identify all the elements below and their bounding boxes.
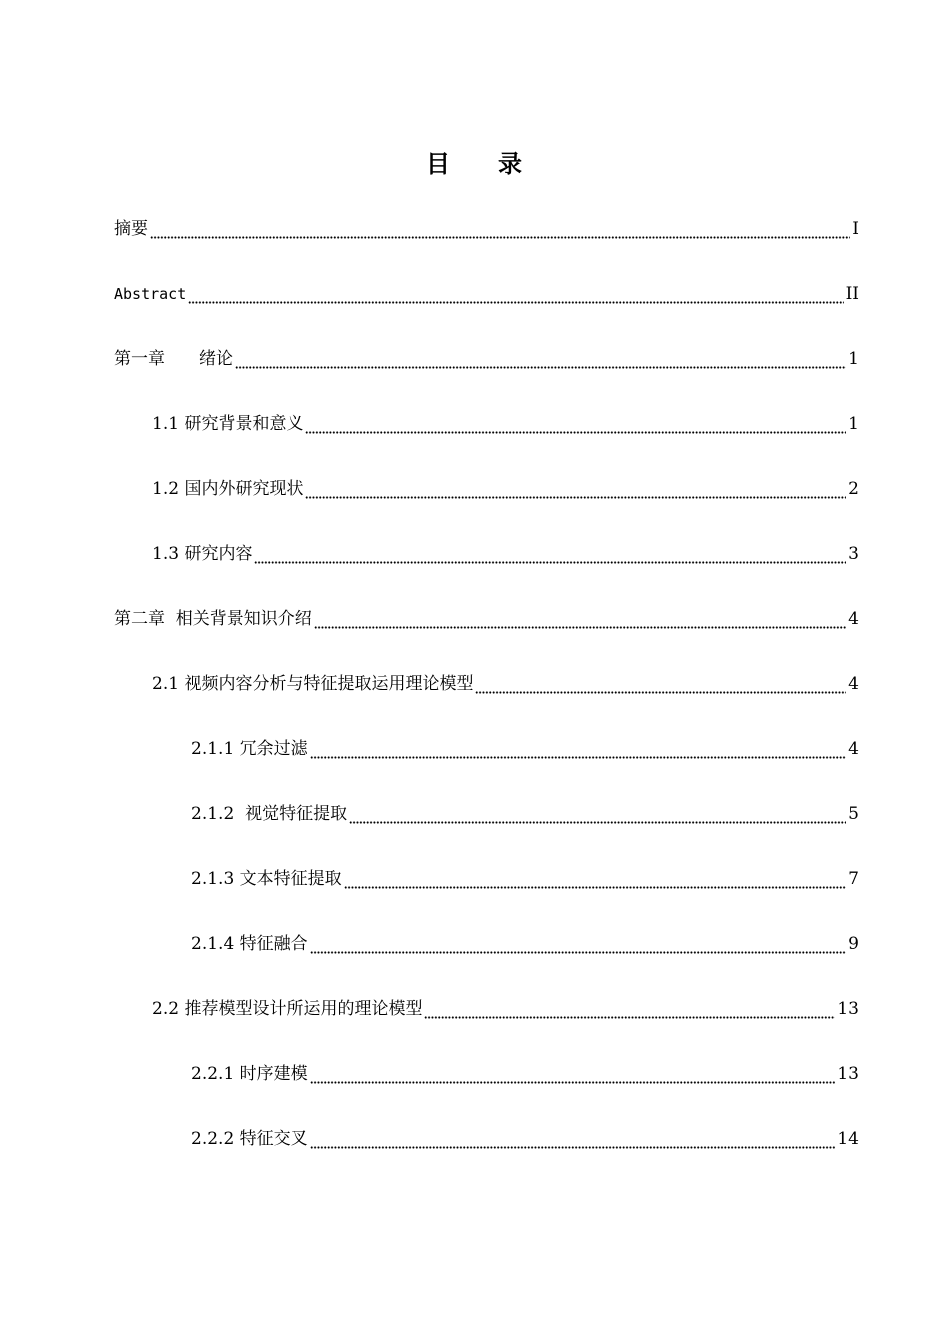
toc-entry-title: 2.2.2 特征交叉 — [191, 1129, 308, 1149]
toc-entry-page: 4 — [848, 739, 859, 759]
toc-entry-section-2-1-3[interactable] — [0, 859, 950, 924]
dot-leader — [349, 794, 846, 834]
toc-entry-title: Abstract — [114, 285, 187, 303]
toc-entry-title: 1.3 研究内容 — [152, 544, 253, 564]
toc-entry-page: 4 — [848, 674, 859, 694]
toc-entry-section-2-1-4[interactable] — [0, 924, 950, 989]
toc-entry-section-2-1-2[interactable] — [0, 794, 950, 859]
dot-leader — [188, 274, 843, 314]
toc-entry-page: 14 — [837, 1129, 859, 1149]
table-of-contents — [0, 209, 950, 1184]
toc-entry-page: 5 — [848, 804, 859, 824]
dot-leader — [305, 469, 846, 509]
toc-entry-title: 2.1.4 特征融合 — [191, 934, 308, 954]
toc-entry-section-1-3[interactable] — [0, 534, 950, 599]
toc-entry-title: 2.1.2 视觉特征提取 — [191, 804, 348, 824]
toc-entry-section-2-1-1[interactable] — [0, 729, 950, 794]
toc-entry-chapter-2[interactable] — [0, 599, 950, 664]
toc-entry-title: 第二章 相关背景知识介绍 — [114, 609, 312, 629]
dot-leader — [305, 404, 846, 444]
page-title-char-2: 录 — [498, 150, 524, 178]
toc-entry-section-2-2-1[interactable] — [0, 1054, 950, 1119]
dot-leader — [310, 924, 847, 964]
page-title — [0, 146, 950, 182]
toc-entry-page: 1 — [848, 414, 859, 434]
toc-entry-page: I — [852, 219, 859, 239]
dot-leader — [424, 989, 835, 1029]
toc-entry-page: 2 — [848, 479, 859, 499]
dot-leader — [254, 534, 846, 574]
toc-entry-abstract-en[interactable] — [0, 274, 950, 339]
toc-entry-title: 2.2 推荐模型设计所运用的理论模型 — [152, 999, 423, 1019]
toc-entry-abstract-cn[interactable] — [0, 209, 950, 274]
toc-entry-title: 2.1 视频内容分析与特征提取运用理论模型 — [152, 674, 474, 694]
toc-entry-chapter-1[interactable] — [0, 339, 950, 404]
toc-entry-page: II — [845, 284, 859, 304]
toc-entry-page: 13 — [837, 1064, 859, 1084]
page-title-char-1: 目 — [426, 150, 452, 178]
toc-entry-title: 2.1.1 冗余过滤 — [191, 739, 308, 759]
dot-leader — [475, 664, 846, 704]
toc-entry-page: 3 — [848, 544, 859, 564]
dot-leader — [150, 209, 850, 249]
toc-entry-page: 4 — [848, 609, 859, 629]
toc-entry-page: 7 — [848, 869, 859, 889]
toc-entry-section-1-2[interactable] — [0, 469, 950, 534]
dot-leader — [314, 599, 846, 639]
dot-leader — [310, 729, 847, 769]
dot-leader — [310, 1119, 836, 1159]
dot-leader — [235, 339, 846, 379]
toc-entry-title: 1.2 国内外研究现状 — [152, 479, 304, 499]
toc-entry-page: 9 — [848, 934, 859, 954]
toc-entry-section-2-2-2[interactable] — [0, 1119, 950, 1184]
dot-leader — [310, 1054, 836, 1094]
toc-entry-title: 1.1 研究背景和意义 — [152, 414, 304, 434]
toc-entry-section-2-2[interactable] — [0, 989, 950, 1054]
toc-entry-title: 2.1.3 文本特征提取 — [191, 869, 342, 889]
toc-entry-page: 1 — [848, 349, 859, 369]
toc-entry-title: 2.2.1 时序建模 — [191, 1064, 308, 1084]
toc-entry-section-2-1[interactable] — [0, 664, 950, 729]
toc-entry-section-1-1[interactable] — [0, 404, 950, 469]
toc-entry-title: 第一章 绪论 — [114, 349, 233, 369]
toc-entry-page: 13 — [837, 999, 859, 1019]
toc-entry-title: 摘要 — [114, 219, 148, 239]
dot-leader — [344, 859, 847, 899]
